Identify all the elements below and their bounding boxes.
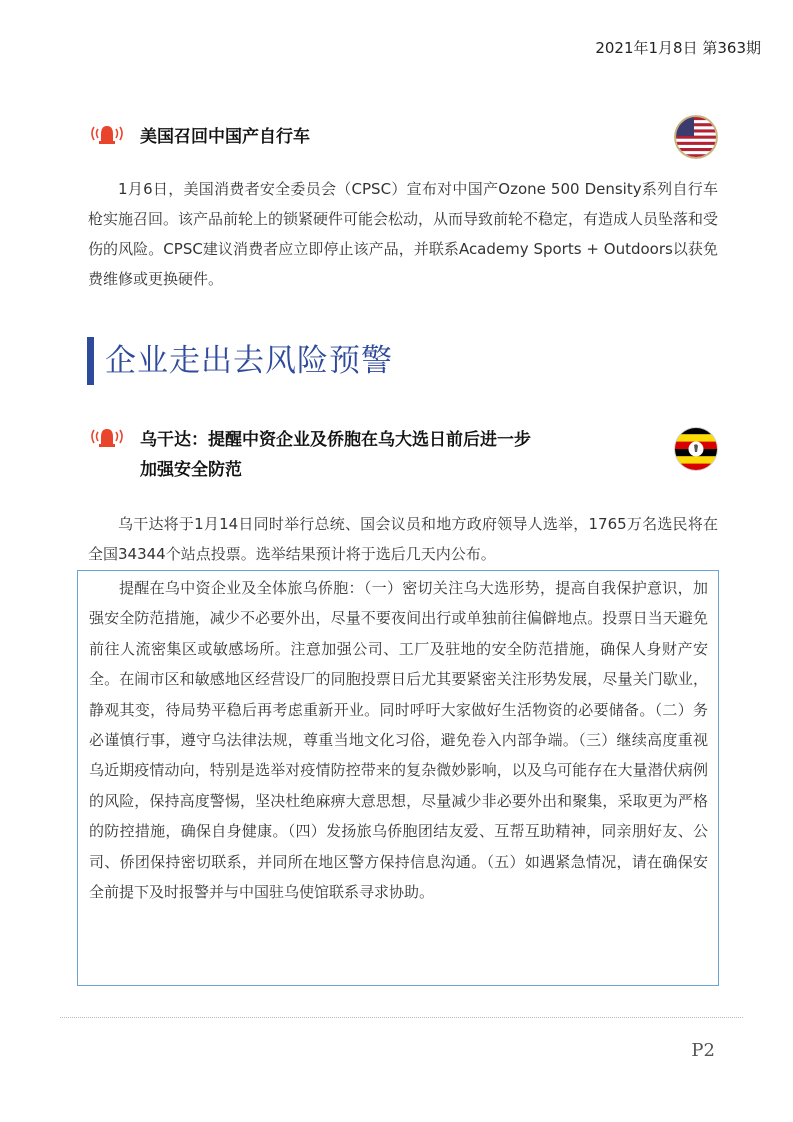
section-accent-bar: [87, 337, 94, 385]
notice-text: 提醒在乌中资企业及全体旅乌侨胞：（一）密切关注乌大选形势，提高自我保护意识，加强安全防范措施，减少不必要外出，尽量不要夜间出行或单独前往偏僻地点。投票日当天避免前往人流密集区或敏感场所。注意加强公司、工厂及驻地的安全防范措施，确保人身财产安全。在闹市区和敏感地区经营设厂的同胞投票日后尤其要紧密关注形势发展，尽量关门歇业，静观其变，待局势平稳后再考虑重新开业。同时呼吁大家做好生活物资的必要储备。（二）务必谨慎行事，遵守乌法律法规，尊重当地文化习俗，避免卷入内部争端。（三）继续高度重视乌近期疫情动向，特别是选举对疫情防控带来的复杂微妙影响，以及乌可能存在大量潜伏病例的风险，保持高度警惕，坚决杜绝麻痹大意思想，尽量减少非必要外出和聚集，采取更为严格的防控措施，确保自身健康。（四）发扬旅乌侨胞团结友爱、互帮互助精神，同亲朋好友、公司、侨团保持密切联系，并同所在地区警方保持信息沟通。（五）如遇紧急情况，请在确保安全前提下及时报警并与中国驻乌使馆联系寻求协助。: [89, 579, 708, 902]
alarm-bell-icon: [88, 122, 126, 146]
news-paragraph: 1月6日，美国消费者安全委员会（CPSC）宣布对中国产Ozone 500 Density系列自行车枪实施召回。该产品前轮上的锁紧硬件可能会松动，从而导致前轮不稳定，有造成人员坠落和受伤的风险。CPSC建议消费者应立即停止该产品，并联系Academy Sports + Outdoors以获免费维修或更换硬件。: [88, 180, 719, 288]
page-number: P2: [691, 1040, 715, 1061]
section-title: 企业走出去风险预警: [105, 343, 393, 379]
news-paragraph: 乌干达将于1月14日同时举行总统、国会议员和地方政府领导人选举，1765万名选民将在全国34344个站点投票。选举结果预计将于选后几天内公布。: [88, 515, 718, 563]
news-item-us-recall: [88, 122, 718, 152]
item-title: 美国召回中国产自行车: [140, 127, 310, 147]
alarm-bell-icon: [88, 425, 126, 449]
notice-box: [77, 570, 719, 986]
item-title-line-2: 加强安全防范: [140, 460, 242, 480]
footer-divider: [60, 1017, 743, 1018]
item-title: [140, 425, 531, 485]
us-flag-icon: [674, 115, 718, 159]
uganda-flag-icon: [674, 427, 718, 471]
item-title-line-1: 乌干达：提醒中资企业及侨胞在乌大选日前后进一步: [140, 430, 531, 450]
news-item-uganda: [88, 425, 718, 485]
issue-date: 2021年1月8日 第363期: [595, 39, 761, 57]
